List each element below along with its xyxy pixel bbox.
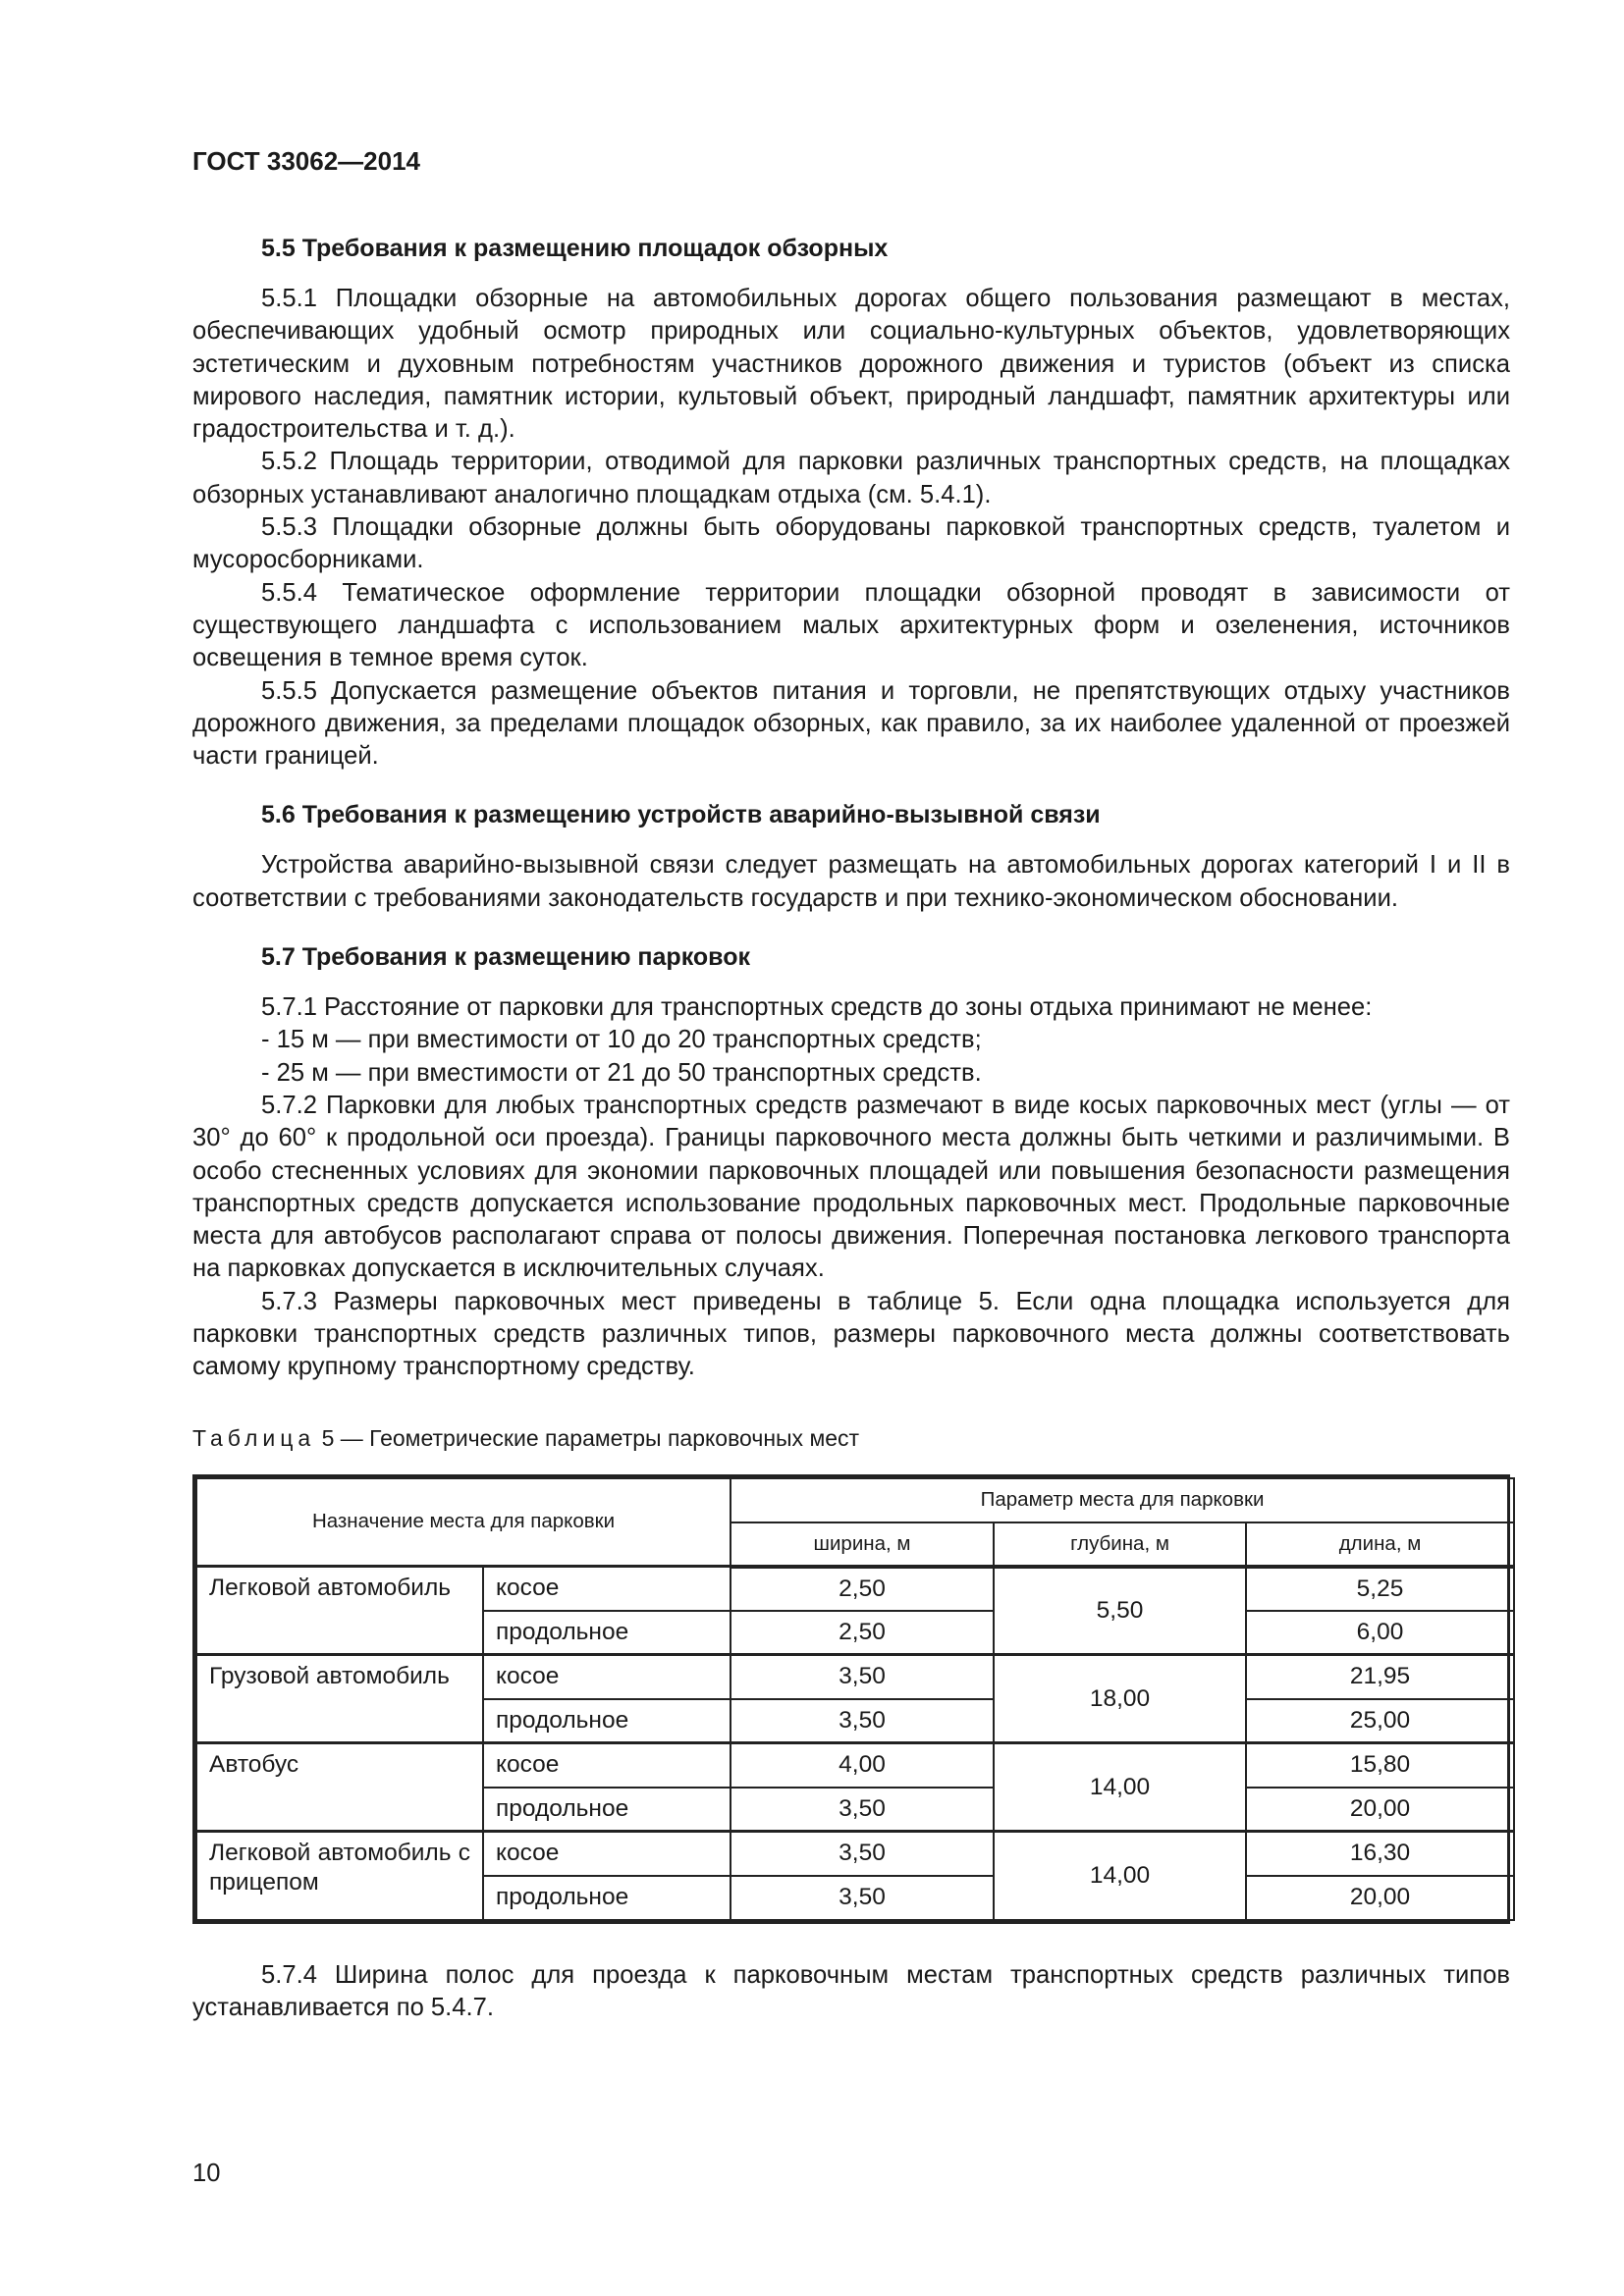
list-item: - 25 м — при вместимости от 21 до 50 транспортных средств. [261,1058,982,1087]
header-params: Параметр места для парковки [731,1478,1514,1522]
paragraph: 5.5.2 Площадь территории, отводимой для парковки различных транспортных средств, на площадках обзорных устанавливают аналогично площадкам отдыха (см. 5.4.1). [192,448,1510,508]
width-cell: 4,00 [731,1743,994,1788]
table-row [196,1567,1514,1611]
header-length: длина, м [1246,1522,1514,1567]
paragraph: 5.5.1 Площадки обзорные на автомобильных дорогах общего пользования размещают в местах, обеспечивающих удобный осмотр природных или социально-культурных объектов, удовлетворяющих эстетическим и духовным потребностям участников дорожного движения и туристов (объект из списка мирового наследия, памятник истории, культовый объект, природный ландшафт, памятник архитектуры или градостроительства и т. д.). [192,285,1510,444]
length-cell: 6,00 [1246,1611,1514,1655]
length-cell: 21,95 [1246,1655,1514,1699]
width-cell: 3,50 [731,1788,994,1832]
section-title: 5.7 Требования к размещению парковок [261,943,750,972]
paragraph: Устройства аварийно-вызывной связи следует размещать на автомобильных дорогах категорий I и II в соответствии с требованиями законодательств государств и при технико-экономическом обосновании. [192,851,1510,912]
width-cell: 3,50 [731,1876,994,1920]
parking-type-cell: косое [483,1832,731,1876]
parking-params-table [195,1477,1515,1921]
document-page [192,145,1510,2024]
table-row [196,1743,1514,1788]
width-cell: 3,50 [731,1699,994,1743]
width-cell: 3,50 [731,1655,994,1699]
parking-type-cell: косое [483,1743,731,1788]
length-cell: 16,30 [1246,1832,1514,1876]
parking-type-cell: продольное [483,1876,731,1920]
section-5-6 [192,798,1510,915]
vehicle-cell: Грузовой автомобиль [196,1655,483,1743]
paragraph: 5.5.4 Тематическое оформление территории площадки обзорной проводят в зависимости от существующего ландшафта с использованием малых архитектурных форм и озеленения, источников освещения в темное время суток. [192,578,1510,672]
depth-cell: 14,00 [994,1743,1246,1832]
length-cell: 15,80 [1246,1743,1514,1788]
vehicle-cell: Легковой автомобиль с прицепом [196,1832,483,1920]
parking-type-cell: продольное [483,1699,731,1743]
parking-type-cell: косое [483,1655,731,1699]
table-caption-text: 5 — Геометрические параметры парковочных мест [315,1424,860,1451]
paragraph: 5.7.4 Ширина полос для проезда к парковочным местам транспортных средств различных типов устанавливается по 5.4.7. [192,1960,1510,2021]
width-cell: 2,50 [731,1567,994,1611]
depth-cell: 18,00 [994,1655,1246,1743]
depth-cell: 5,50 [994,1567,1246,1655]
length-cell: 20,00 [1246,1788,1514,1832]
table-caption [192,1423,1510,1453]
section-title: 5.5 Требования к размещению площадок обзорных [261,235,889,262]
header-width: ширина, м [731,1522,994,1567]
section-title: 5.6 Требования к размещению устройств аварийно-вызывной связи [261,801,1101,829]
length-cell: 20,00 [1246,1876,1514,1920]
paragraph: 5.7.1 Расстояние от парковки для транспортных средств до зоны отдыха принимают не менее: [261,993,1373,1022]
header-purpose: Назначение места для парковки [196,1478,731,1567]
vehicle-cell: Легковой автомобиль [196,1567,483,1655]
document-header: ГОСТ 33062—2014 [192,146,420,176]
depth-cell: 14,00 [994,1832,1246,1920]
paragraph: 5.5.3 Площадки обзорные должны быть оборудованы парковкой транспортных средств, туалетом и мусоросборниками. [192,513,1510,574]
width-cell: 2,50 [731,1611,994,1655]
table-row [196,1655,1514,1699]
parking-type-cell: продольное [483,1788,731,1832]
parking-type-cell: косое [483,1567,731,1611]
section-5-7 [192,940,1510,1384]
width-cell: 3,50 [731,1832,994,1876]
table-caption-word: Таблица [192,1424,316,1451]
vehicle-cell: Автобус [196,1743,483,1832]
length-cell: 25,00 [1246,1699,1514,1743]
page-number: 10 [192,2160,221,2187]
parking-type-cell: продольное [483,1611,731,1655]
paragraph: 5.7.2 Парковки для любых транспортных средств размечают в виде косых парковочных мест (углы — от 30° до 60° к продольной оси проезда). Границы парковочного места должны быть четкими и различимыми. В особо стесненных условиях для экономии парковочных площадей или повышения безопасности размещения транспортных средств допускается использование продольных парковочных мест. Продольные парковочные места для автобусов располагают справа от полосы движения. Поперечная постановка легкового транспорта на парковках допускается в исключительных случаях. [192,1091,1510,1283]
paragraph: 5.7.3 Размеры парковочных мест приведены в таблице 5. Если одна площадка используется для парковки транспортных средств различных типов, размеры парковочного места должны соответствовать самому крупному транспортному средству. [192,1287,1510,1381]
list-item: - 15 м — при вместимости от 10 до 20 транспортных средств; [261,1026,982,1054]
section-5-5 [192,232,1510,773]
length-cell: 5,25 [1246,1567,1514,1611]
table-row [196,1832,1514,1876]
header-depth: глубина, м [994,1522,1246,1567]
paragraph: 5.5.5 Допускается размещение объектов питания и торговли, не препятствующих отдыху участников дорожного движения, за пределами площадок обзорных, как правило, за их наиболее удаленной от проезжей части границей. [192,676,1510,771]
parking-params-table-frame [192,1474,1510,1924]
